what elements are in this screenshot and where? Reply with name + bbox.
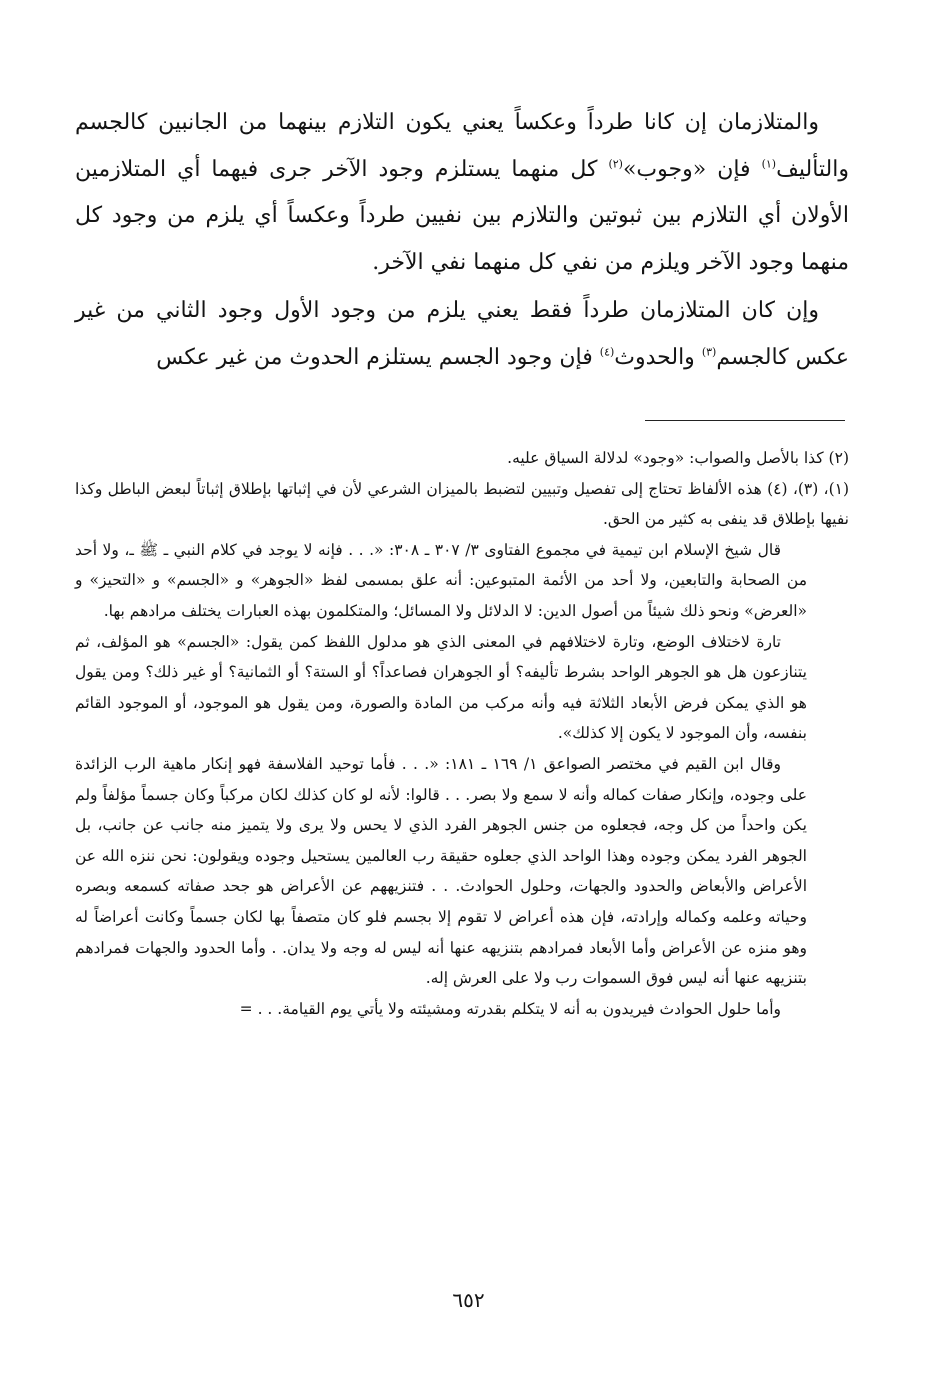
footnote-marker: (١): [761, 157, 777, 171]
paragraph-text: فإن «وجوب»: [622, 156, 762, 182]
main-text: [75, 100, 849, 381]
footnotes: [75, 443, 849, 1024]
footnote-marker: (٤): [599, 345, 615, 359]
paragraph-text: فإن وجود الجسم يستلزم الحدوث من غير عكس: [156, 344, 600, 370]
footnote-marker: (٣): [701, 345, 717, 359]
footnote-quote-hulul: وأما حلول الحوادث فيريدون به أنه لا يتكلم بقدرته ومشيئته ولا يأتي يوم القيامة. . . =: [239, 999, 781, 1018]
footnote-marker: (٢): [608, 157, 623, 171]
footnote-separator: [645, 420, 845, 421]
footnote-quote-ibn-qayyim: وقال ابن القيم في مختصر الصواعق ١/ ١٦٩ ـ ١٨١: «. . . فأما توحيد الفلاسفة فهو إنكار ماهية الرب الزائدة على وجوده، وإنكار صفات كماله وأنه لا سمع ولا بصر. . . قالوا: لأنه لو كان كذلك لكان مركباً وكان جسماً مؤلفاً ولم يكن واحداً من كل وجه، فجعلوه من جنس الجوهر الفرد الذي لا يحس ولا يرى ولا يتميز منه جانب عن جانب، بل الجوهر الفرد يمكن وجوده وهذا الواحد الذي جعلوه حقيقة رب العالمين يستحيل وجوده ويقولون: نحن ننزه الله عن الأعراض والأبعاض والحدود والجهات، وحلول الحوادث. . . فتنزيههم عن الأعراض هو جحد صفاته كسمعه وبصره وحياته وعلمه وكماله وإرادته، فإن هذه أعراض لا تقوم إلا بجسم فلو كان متصفاً بها لكان جسماً وكانت أعراضاً له وهو منزه عن الأعراض وأما الأبعاد فمرادهم بتنزيهه عنها أنه ليس له وجه ولا يدان. . وأما الحدود والجهات فمرادهم بتنزيهه عنها أنه ليس فوق السموات رب ولا على العرش إله.: [75, 754, 807, 988]
footnote-2: (٢) كذا بالأصل والصواب: «وجود» لدلالة السياق عليه.: [507, 449, 849, 467]
footnote-1-3-4: (١)، (٣)، (٤) هذه الألفاظ تحتاج إلى تفصيل وتبيين لتضبط بالميزان الشرعي لأن في إثباتها بإطلاق إثباتاً لبعض الباطل وكذا نفيها بإطلاق قد ينفى به كثير من الحق.: [75, 479, 850, 529]
main-paragraph-1: [75, 100, 849, 286]
footnote-quote-continuation: تارة لاختلاف الوضع، وتارة لاختلافهم في المعنى الذي هو مدلول اللفظ كمن يقول: «الجسم» هو المؤلف، ثم يتنازعون هل هو الجوهر الواحد بشرط تأليفه؟ أو الجوهران فصاعداً؟ أو الستة؟ أو الثمانية؟ أو غير ذلك؟ ومن يقول هو الذي يمكن فرض الأبعاد الثلاثة فيه وأنه مركب من المادة والصورة، ومن يقول هو الموجود، أو الموجود القائم بنفسه، وأن الموجود لا يكون إلا كذلك».: [75, 632, 807, 743]
paragraph-text: وإن كان المتلازمان طرداً فقط يعني يلزم من وجود الأول وجود الثاني من غير عكس كالجسم: [75, 298, 849, 370]
page-number: ٦٥٢: [452, 1288, 485, 1312]
paragraph-text: والحدوث: [614, 344, 702, 370]
main-paragraph-2: [75, 288, 849, 381]
paragraph-text: والمتلازمان إن كانا طرداً وعكساً يعني يكون التلازم بينهما من الجانبين كالجسم والتأليف: [75, 110, 849, 182]
footnote-quote-ibn-taymiyya: قال شيخ الإسلام ابن تيمية في مجموع الفتاوى ٣/ ٣٠٧ ـ ٣٠٨: «. . . فإنه لا يوجد في كلام النبي ـ ﷺ ـ، ولا أحد من الصحابة والتابعين، ولا أحد من الأئمة المتبوعين: أنه علق بمسمى لفظ «الجوهر» و «الجسم» و «التحيز» و «العرض» ونحو ذلك شيئاً من أصول الدين: لا الدلائل ولا المسائل؛ والمتكلمون بهذه العبارات يختلف مرادهم بها.: [75, 540, 807, 620]
paragraph-text: كل منهما يستلزم وجود الآخر جرى فيهما أي المتلازمين الأولان أي التلازم بين ثبوتين والتلازم بين نفيين طرداً وعكساً أي يلزم من وجود كل منهما وجود الآخر ويلزم من نفي كل منهما نفي الآخر.: [75, 156, 849, 275]
